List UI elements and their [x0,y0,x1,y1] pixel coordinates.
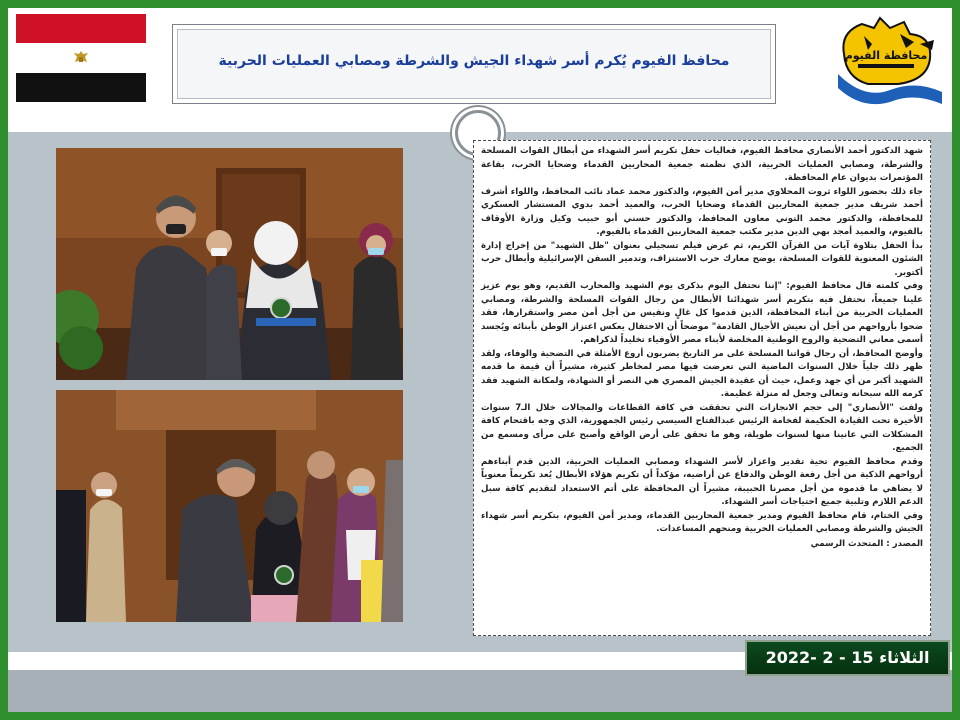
photo-governor-greeting-family [56,390,403,622]
eagle-emblem-icon [71,50,91,66]
article-body [473,140,931,636]
article-paragraph: وأوضح المحافظ، أن رجال قواتنا المسلحة على مر التاريخ يضربون أروع الأمثلة في التضحية والوفاء، ولقد ظهر ذلك جلياً خلال السنوات الماضية التي تعرضت فيها مصر لمخاطر كثيرة، مشيراً أن قيمة ما قدمه الشهيد أكبر من أي جهد وعمل، حيث أن عقيدة الجيش المصري هي النصر أو الشهادة، ولمكانة الشهيد فقد كرمه الله سبحانه وتعالى وجعل له منزلة عظيمة. [481,348,923,399]
article-paragraph: وقدم محافظ الفيوم تحية تقدير واعزاز لأسر الشهداء ومصابي العمليات الحربية، الذين قدم أبناءهم أرواحهم الذكية من أجل رفعة الوطن والدفاع عن أراضيه، مؤكداً أن تكريم هؤلاء الأبطال يُعد تكريماً معنوياً لا يضاهي ما قدموه من أجل مصرنا الحبيبة، مشيراً أن المحافظة على أتم الاستعداد لتقديم كافة سبل الدعم اللازم وتلبية جميع احتياجات أسر الشهداء. [481,456,923,507]
footer-strip [8,670,952,712]
photo-governor-honoring-mother [56,148,403,380]
logo-text: محافظة الفيوم [844,49,928,62]
article-paragraph: وفي الختام، قام محافظ الفيوم ومدير جمعية المحاربين القدماء، ومدير أمن الفيوم، بتكريم أسر شهداء الجيش والشرطة ومصابي العمليات الحربية ومنحهم المساعدات. [481,510,923,534]
fayoum-governorate-logo [834,14,946,108]
article-paragraph: بدأ الحفل بتلاوة آيات من القرآن الكريم، ثم عرض فيلم تسجيلي بعنوان "ظل الشهيد" من إخراج إدارة الشئون المعنوية للقوات المسلحة، يوضح معارك حرب الاستنزاف، وتدمير السفن الإسرائيلية وأبطال حرب أكتوبر. [481,240,923,278]
article-paragraph: وفي كلمته قال محافظ الفيوم: "إننا نحتفل اليوم بذكرى يوم الشهيد والمحارب القديم، وهو يوم عزيز علينا جميعاً، نحتفل فيه بتكريم أسر شهدائنا الأبطال من رجال القوات المسلحة والشرطة، ومصابي العمليات الحربية من أبناء المحافظة، الذين قدموا كل غالٍ ونفيس من أجل أمن مصر واستقرارها، فقد ضحوا بأرواحهم من أجل أن نعيش الأجيال القادمة" موضحاً أن الاحتفال يعكس اعتزاز الوطن بأبنائه ويُجسد أسمى معاني التضحية والروح الوطنية المخلصة لأبناء مصر الأوفياء تخليداً لذكراهم. [481,281,923,345]
headline-box [172,24,776,104]
egypt-flag [16,14,146,102]
article-paragraph: ولفت "الأنصاري" إلى حجم الانجازات التي تحققت في كافة القطاعات والمجالات خلال الـ7 سنوات الأخيرة تحت القيادة الحكيمة لفخامة الرئيس عبدالفتاح السيسي رئيس الجمهورية، الذي وجه باقتحام كافة المشكلات التي عانينا منها لسنوات طويلة، وهو ما تحقق على أرض الواقع وأصبح على مرأى ومسمع من الجميع. [481,402,923,453]
page-frame [8,8,952,712]
headline-title: محافظ الفيوم يُكرم أسر شهداء الجيش والشرطة ومصابي العمليات الحربية [218,53,730,69]
article-source: المصدر : المتحدث الرسمي [810,538,923,549]
date-label: الثلاثاء 15 - 2 -2022 [745,640,950,676]
article-paragraph: شهد الدكتور أحمد الأنصاري محافظ الفيوم، فعاليات حفل تكريم أسر الشهداء من أبطال القوات المسلحة والشرطة، ومصابي العمليات الحربية، الذي نظمته جمعية المحاربين القدماء وضحايا الحرب، بقاعة المؤتمرات بديوان عام المحافظة. [481,146,923,183]
article-paragraph: جاء ذلك بحضور اللواء ثروت المحلاوي مدير أمن الفيوم، والدكتور محمد عماد نائب المحافظ، واللواء أشرف أحمد شريف مدير جمعية المحاربين القدماء وضحايا الحرب، والعميد أحمد بدوي المستشار العسكري للمحافظة، والدكتور محمد التوني معاون المحافظ، والدكتور حسني أبو حبيب وكيل وزارة الأوقاف بالفيوم، والعميد أمجد بهي الدين مدير مكتب جمعية المحاربين القدماء بالفيوم. [481,186,923,237]
